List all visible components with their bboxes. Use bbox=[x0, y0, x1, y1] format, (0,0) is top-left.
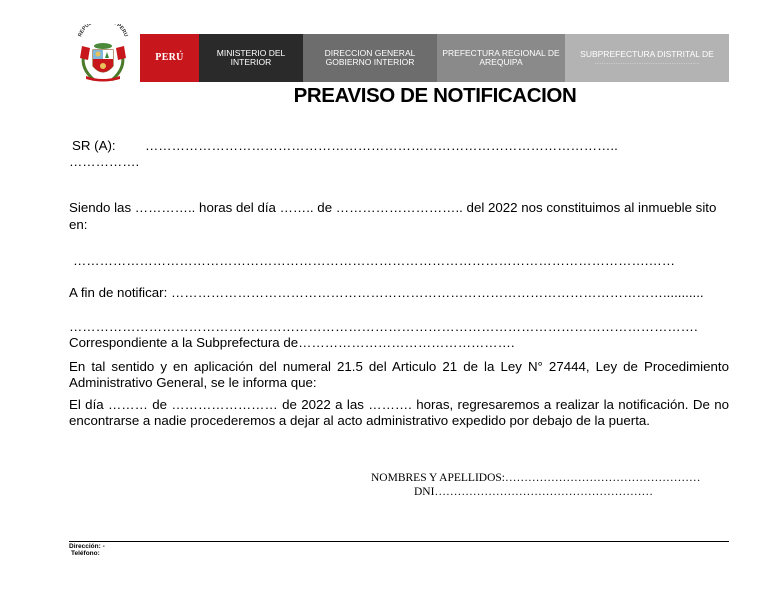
siendo-line: Siendo las ………….. horas del día …….. de ……………………….. del 2022 nos constituimos al inmueble sito bbox=[69, 200, 717, 215]
tal-sentido-paragraph: En tal sentido y en aplicación del numeral 21.5 del Articulo 21 de la Ley N° 27444, Ley de Procedimiento Administrativo General, se le informa que: bbox=[69, 359, 729, 390]
coat-of-arms-emblem bbox=[74, 24, 132, 84]
header-prefectura-block bbox=[437, 34, 565, 82]
svg-text:REPUBLICA DEL PERU bbox=[77, 24, 128, 38]
header-peru-block bbox=[140, 34, 199, 82]
correspondiente-line: Correspondiente a la Subprefectura de…………………………………………. bbox=[69, 335, 515, 350]
header-subprefectura-block bbox=[565, 34, 729, 82]
header-subprefectura-dots: ……………………………………… bbox=[594, 59, 700, 67]
el-dia-paragraph: El día ……… de …………………… de 2022 a las ………. horas, regresaremos a realizar la notificación. De no encontrarse a nadie procederemos a dejar al acto administrativo expedido por debajo de la puerta. bbox=[69, 397, 729, 428]
signature-nombres: NOMBRES Y APELLIDOS:…………………………………………… bbox=[371, 472, 701, 484]
address-dots-line: ………………………………………………………………………………………………………………….…… bbox=[73, 253, 676, 268]
footer-telefono: Teléfono: bbox=[71, 550, 100, 557]
header-direccion-line2: GOBIERNO INTERIOR bbox=[325, 57, 415, 67]
header-ministerio-line2: INTERIOR bbox=[230, 57, 272, 67]
footer-direccion: Dirección: - bbox=[69, 543, 105, 550]
sr-dots-continued: ……………. bbox=[69, 154, 140, 169]
sr-dots: …………………………………………………………………………………………….. bbox=[145, 138, 618, 153]
page-title: PREAVISO DE NOTIFICACION bbox=[293, 84, 577, 107]
sr-label: SR (A): bbox=[72, 138, 116, 153]
signature-dni: DNI………………………………………………… bbox=[414, 486, 653, 498]
emblem-arc-text: REPU PERU bbox=[77, 24, 129, 38]
header-ministerio-line1: MINISTERIO DEL bbox=[216, 47, 286, 58]
header-ministerio-block bbox=[199, 34, 303, 82]
header-subprefectura-line1: SUBPREFECTURA DISTRITAL DE bbox=[580, 48, 714, 59]
header-peru-label: PERÚ bbox=[155, 52, 184, 64]
header-prefectura-line2: AREQUIPA bbox=[479, 57, 523, 67]
fin-notificar-line: A fin de notificar: …………………………………………………………………………………………………........... bbox=[69, 285, 704, 300]
header-direccion-block bbox=[303, 34, 437, 82]
fin-dots-line: ……………………………………………………………………………………………………………………………. bbox=[69, 319, 698, 334]
header-direccion-line1: DIRECCION GENERAL bbox=[324, 47, 416, 58]
header-prefectura-line1: PREFECTURA REGIONAL DE bbox=[442, 47, 560, 58]
siendo-line-cont: en: bbox=[69, 217, 88, 232]
footer-divider bbox=[69, 541, 729, 542]
